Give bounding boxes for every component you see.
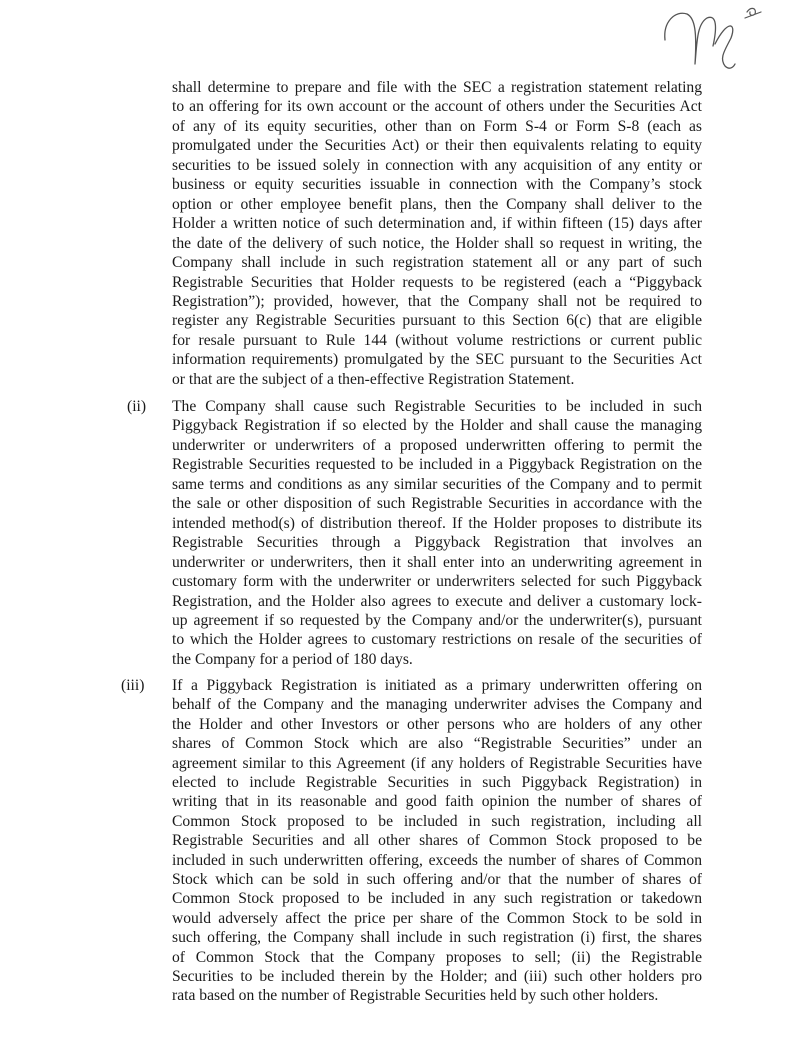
text-line: option or other employee benefit plans, then the Company shall deliver to the <box>172 195 702 213</box>
text-line: the sale or other disposition of such Registrable Securities in accordance with the <box>172 495 702 513</box>
text-line: same terms and conditions as any similar securities of the Company and to permit <box>172 475 702 493</box>
text-line: or that are the subject of a then-effective Registration Statement. <box>172 370 575 388</box>
text-line: behalf of the Company and the managing underwriter advises the Company and <box>172 696 702 714</box>
text-line: shares of Common Stock which are also “Registrable Securities” under an <box>172 735 702 753</box>
text-line: the Holder and other Investors or other persons who are holders of any other <box>172 715 702 733</box>
text-line: the Company for a period of 180 days. <box>172 650 413 668</box>
text-line: rata based on the number of Registrable Securities held by such other holders. <box>172 987 659 1005</box>
text-line: Registration”); provided, however, that the Company shall not be required to <box>172 292 702 310</box>
text-line: register any Registrable Securities pursuant to this Section 6(c) that are eligible <box>172 312 702 330</box>
text-line: the date of the delivery of such notice, the Holder shall so request in writing, the <box>172 234 702 252</box>
text-line: The Company shall cause such Registrable Securities to be included in such <box>172 398 702 415</box>
text-line: of any of its equity securities, other than on Form S-4 or Form S-8 (each as <box>172 117 702 135</box>
text-line: to which the Holder agrees to customary restrictions on resale of the securities of <box>172 631 702 649</box>
text-line: elected to include Registrable Securities in such Piggyback Registration) in <box>172 774 702 791</box>
text-line: business or equity securities issuable in connection with the Company’s stock <box>172 176 702 194</box>
text-line: Common Stock proposed to be included in any such registration or takedown <box>172 890 702 908</box>
text-line: customary form with the underwriter or underwriters selected for such Piggyback <box>172 573 702 591</box>
initials-superscript-stroke <box>745 8 761 18</box>
text-line: for resale pursuant to Rule 144 (without volume restrictions or current public <box>172 331 702 349</box>
initials-stroke <box>665 13 735 68</box>
text-line: shall determine to prepare and file with the SEC a registration statement relating <box>172 79 702 96</box>
text-line: Common Stock proposed to be included in such registration, including all <box>172 812 702 830</box>
text-line: securities to be issued solely in connection with any acquisition of any entity or <box>172 156 702 174</box>
text-line: promulgated under the Securities Act) or their then equivalents relating to equity <box>172 137 702 155</box>
clause-ii-label: (ii) <box>127 398 147 415</box>
clause-iii-label: (iii) <box>121 677 145 694</box>
text-line: Holder a written notice of such determination and, if within fifteen (15) days after <box>172 215 702 233</box>
text-line: Stock which can be sold in such offering and/or that the number of shares of <box>172 871 702 888</box>
text-line: to an offering for its own account or the account of others under the Securities Act <box>172 98 702 116</box>
text-line: Registration, and the Holder also agrees to execute and deliver a customary lock- <box>172 592 702 610</box>
text-line: Registrable Securities requested to be included in a Piggyback Registration on the <box>172 456 702 474</box>
text-line: Company shall include in such registration statement all or any part of such <box>172 254 702 272</box>
text-line: Registrable Securities through a Piggyback Registration that involves an <box>172 534 702 552</box>
text-line: Registrable Securities and all other shares of Common Stock proposed to be <box>172 832 702 850</box>
text-line: would adversely affect the price per share of the Common Stock to be sold in <box>172 909 702 927</box>
text-line: of Common Stock that the Company proposes to sell; (ii) the Registrable <box>172 948 702 966</box>
text-line: Piggyback Registration if so elected by the Holder and shall cause the managing <box>172 417 702 435</box>
text-line: underwriter or underwriters, then it shall enter into an underwriting agreement in <box>172 553 702 571</box>
text-line: agreement similar to this Agreement (if any holders of Registrable Securities have <box>172 754 702 772</box>
text-line: writing that in its reasonable and good faith opinion the number of shares of <box>172 793 702 811</box>
text-line: Registrable Securities that Holder requests to be registered (each a “Piggyback <box>172 273 702 291</box>
handwritten-initials-signature <box>655 2 775 72</box>
text-line: up agreement if so requested by the Company and/or the underwriter(s), pursuant <box>172 611 702 629</box>
text-line: underwriter or underwriters of a proposed underwritten offering to permit the <box>172 436 702 454</box>
text-line: intended method(s) of distribution thereof. If the Holder proposes to distribute its <box>172 514 702 532</box>
text-line: such offering, the Company shall include in such registration (i) first, the shares <box>172 929 702 947</box>
text-line: If a Piggyback Registration is initiated as a primary underwritten offering on <box>172 677 702 694</box>
text-line: information requirements) promulgated by the SEC pursuant to the Securities Act <box>172 351 702 369</box>
text-line: included in such underwritten offering, exceeds the number of shares of Common <box>172 851 702 869</box>
text-line: Securities to be included therein by the Holder; and (iii) such other holders pro <box>172 968 702 985</box>
